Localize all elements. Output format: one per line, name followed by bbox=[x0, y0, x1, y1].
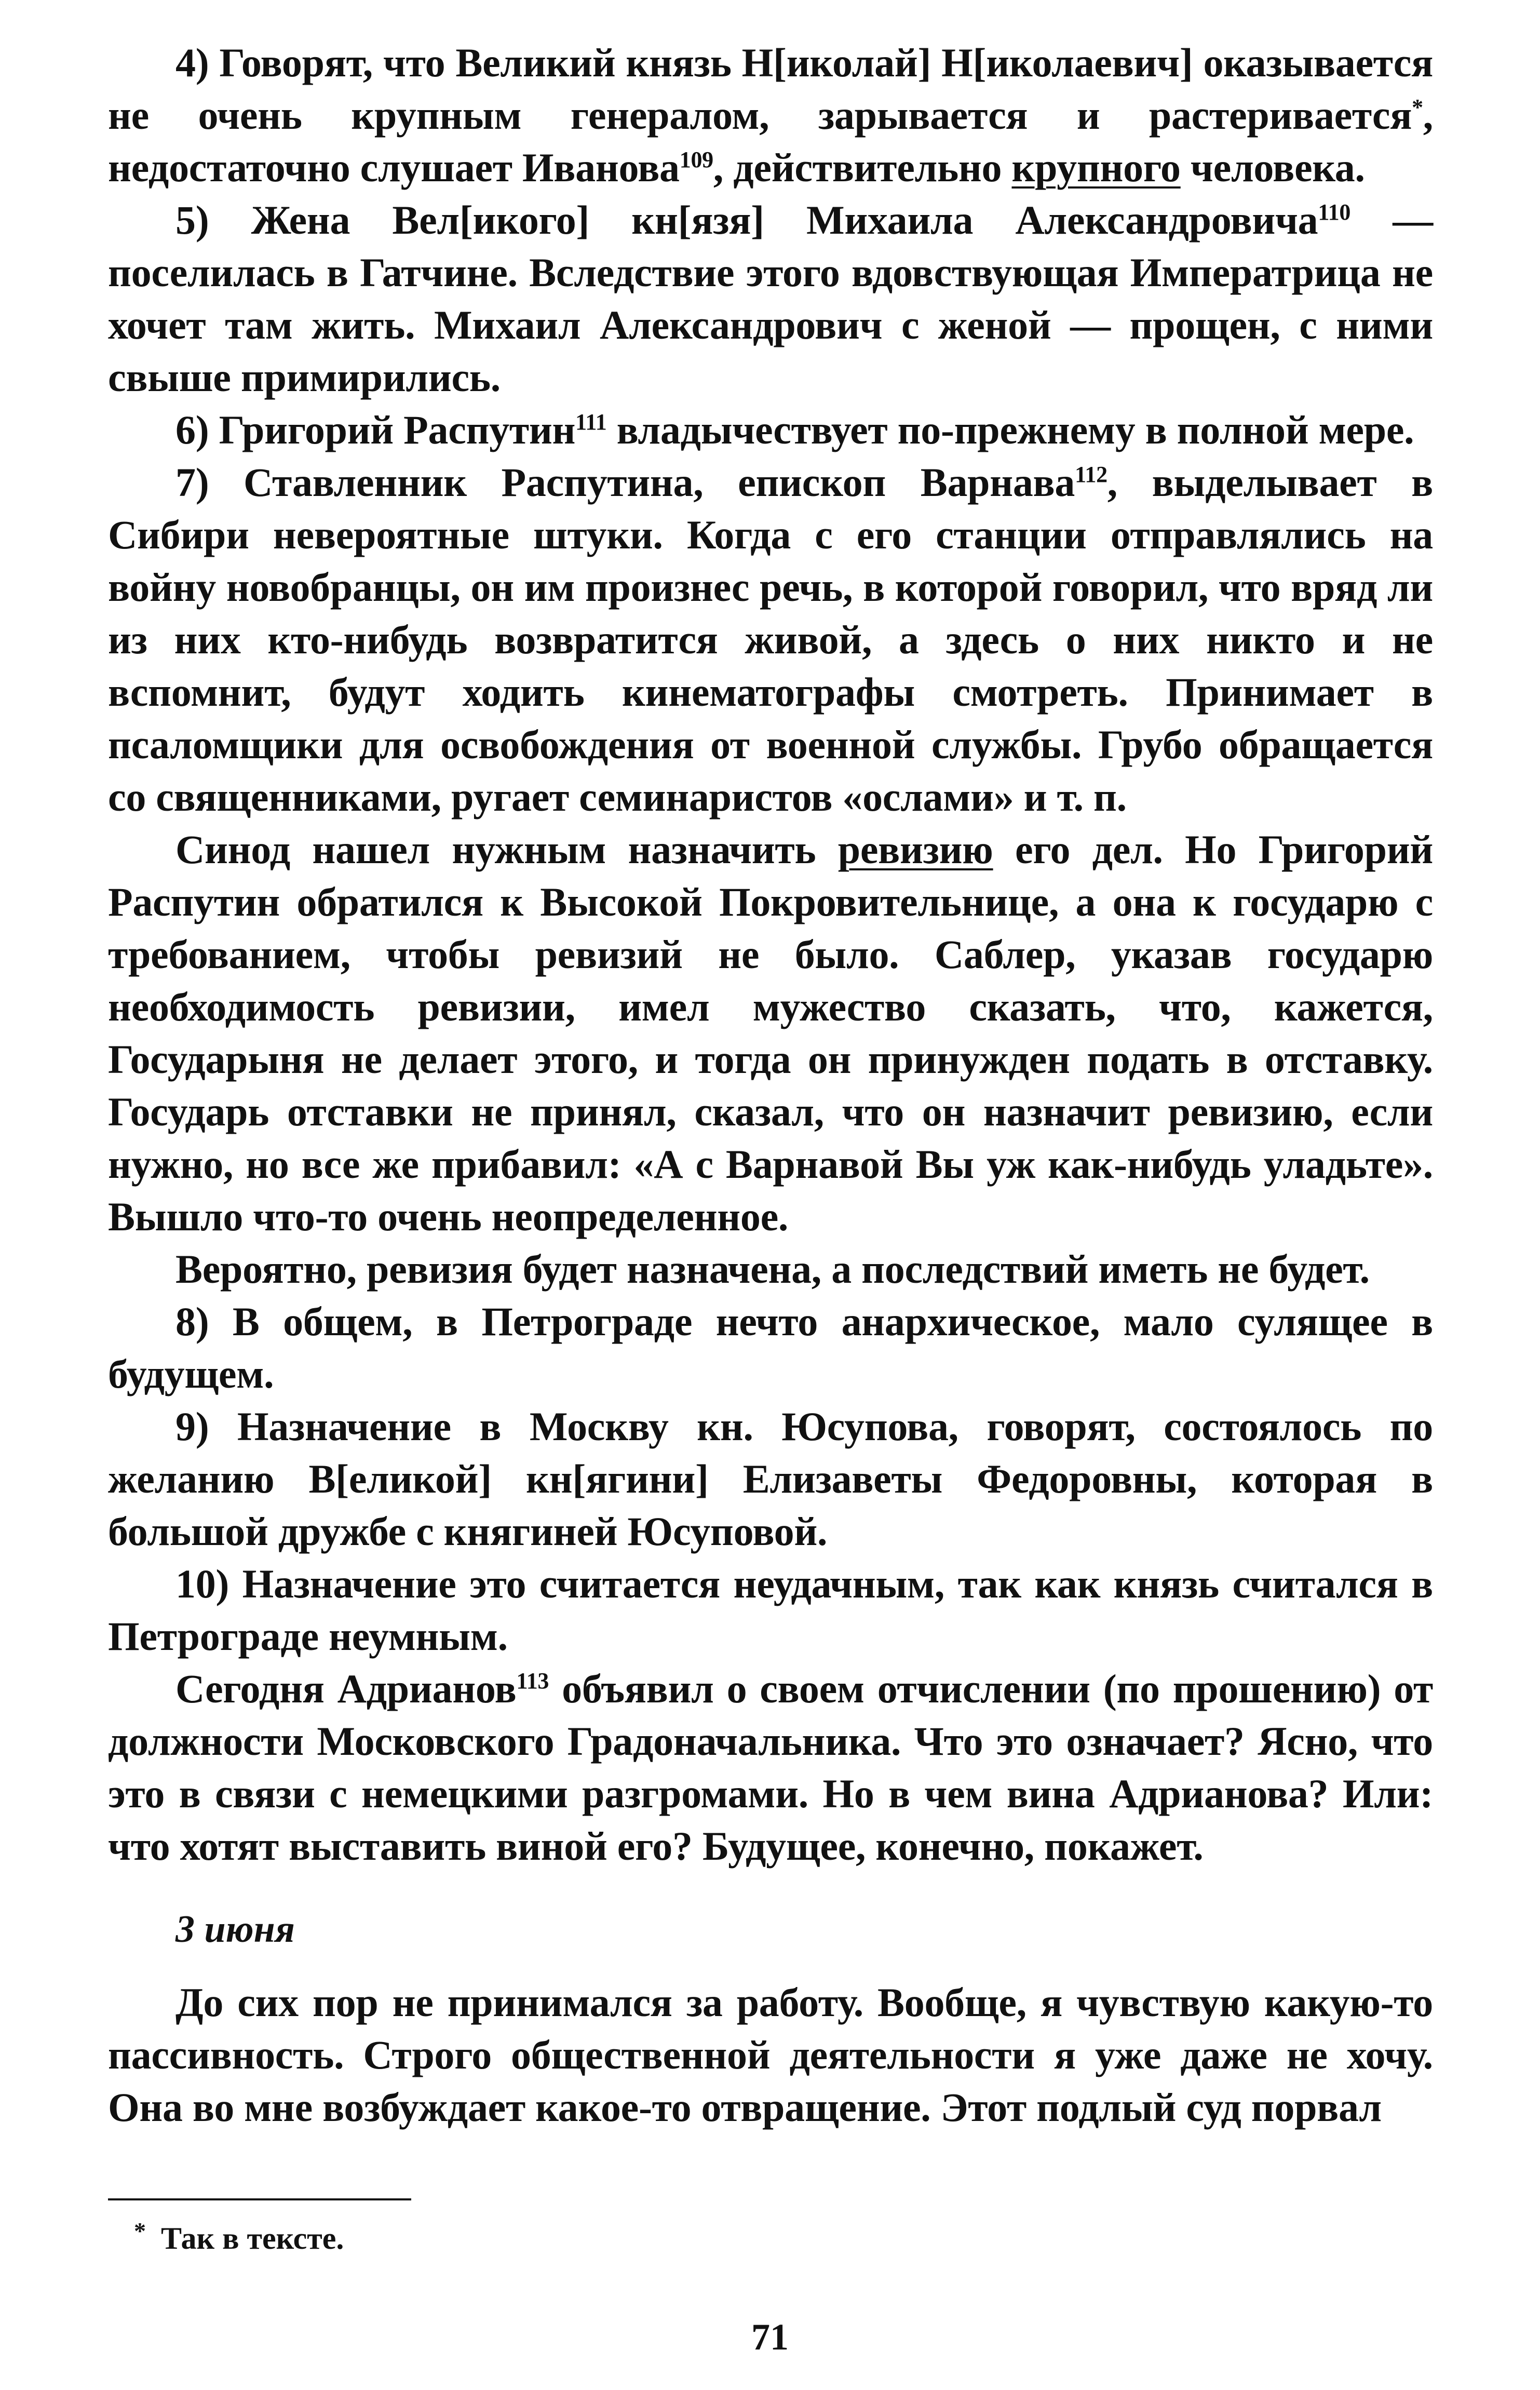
footnote bbox=[134, 2218, 344, 2259]
paragraph-p4 bbox=[108, 456, 1433, 823]
underlined-text: крупного bbox=[1011, 145, 1181, 190]
paragraph-p6 bbox=[108, 1243, 1433, 1295]
text-run: 9) Назначение в Москву кн. Юсупова, говорят, состоялось по желанию В[еликой] кн[ягини] Елизаветы Федоровны, которая в большой дружбе с княгиней Юсуповой. bbox=[108, 1404, 1433, 1554]
paragraph-p10 bbox=[108, 1662, 1433, 1872]
text-run: , недостаточно слушает Иванова bbox=[108, 92, 1433, 190]
text-run: владычествует по-прежнему в полной мере. bbox=[606, 407, 1414, 452]
text-run: 5) Жена Вел[икого] кн[язя] Михаила Александровича bbox=[175, 197, 1318, 243]
footnote-reference: 111 bbox=[575, 409, 607, 435]
text-run: Сегодня Адрианов bbox=[175, 1666, 517, 1711]
footnote-marker-ref: * bbox=[1412, 95, 1423, 120]
underlined-text: ревизию bbox=[837, 827, 993, 872]
paragraph-p1 bbox=[108, 36, 1433, 194]
paragraph-p8 bbox=[108, 1400, 1433, 1557]
footnote-marker: * bbox=[134, 2218, 146, 2244]
date-heading: 3 июня bbox=[175, 1908, 295, 1951]
paragraph-p5 bbox=[108, 823, 1433, 1243]
footnote-reference: 110 bbox=[1318, 199, 1351, 225]
paragraph-p2 bbox=[108, 194, 1433, 404]
footnote-reference: 112 bbox=[1075, 462, 1107, 487]
footnote-reference: 113 bbox=[516, 1668, 549, 1694]
text-run: — поселилась в Гатчине. Вследствие этого вдовствующая Императрица не хочет там жить. Михаил Александрович с женой — прощен, с ними свыше примирились. bbox=[108, 197, 1434, 400]
text-run: 6) Григорий Распутин bbox=[175, 407, 576, 452]
paragraphs-before-date bbox=[108, 36, 1433, 1872]
footnote-text: Так в тексте. bbox=[161, 2221, 344, 2255]
text-run: его дел. Но Григорий Распутин обратился к Высокой Покровительнице, а она к государю с требованием, чтобы ревизий не было. Саблер, указав государю необходимость ревизии, имел мужество сказать, что, кажется, Государыня не делает этого, и тогда он принужден подать в отставку. Государь отставки не принял, сказал, что он назначит ревизию, если нужно, но все же прибавил: «А с Варнавой Вы уж как-нибудь уладьте». Вышло что-то очень неопределенное. bbox=[108, 827, 1433, 1239]
text-run: До сих пор не принимался за работу. Вообще, я чувствую какую-то пассивность. Строго общественной деятельности я уже даже не хочу. Она во мне возбуждает какое-то отвращение. Этот подлый суд порвал bbox=[108, 1980, 1433, 2130]
text-run: объявил о своем отчислении (по прошению) от должности Московского Градоначальника. Что это означает? Ясно, что это в связи с немецкими разгромами. Но в чем вина Адрианова? Или: что хотят выставить виной его? Будущее, конечно, покажет. bbox=[108, 1666, 1433, 1869]
paragraph-p9 bbox=[108, 1557, 1433, 1662]
footnote-reference: 109 bbox=[679, 147, 713, 172]
page-number: 71 bbox=[751, 2316, 789, 2358]
text-run: человека. bbox=[1180, 145, 1365, 190]
paragraphs-after-date bbox=[108, 1976, 1433, 2133]
text-run: 8) В общем, в Петрограде нечто анархическое, мало сулящее в будущем. bbox=[108, 1299, 1433, 1397]
text-run: Синод нашел нужным назначить bbox=[175, 827, 838, 872]
text-run: Вероятно, ревизия будет назначена, а последствий иметь не будет. bbox=[175, 1246, 1370, 1292]
text-run: 10) Назначение это считается неудачным, так как князь считался в Петрограде неумным. bbox=[108, 1561, 1433, 1659]
text-run: , выделывает в Сибири невероятные штуки. Когда с его станции отправлялись на войну новобранцы, он им произнес речь, в которой говорил, что вряд ли из них кто-нибудь возвратится живой, а здесь о них никто и не вспомнит, будут ходить кинематографы смотреть. Принимает в псаломщики для освобождения от военной службы. Грубо обращается со священниками, ругает семинаристов «ослами» и т. п. bbox=[108, 460, 1433, 820]
text-run: , действительно bbox=[713, 145, 1012, 190]
paragraph-p7 bbox=[108, 1295, 1433, 1400]
paragraph-p11 bbox=[108, 1976, 1433, 2133]
text-run: 7) Ставленник Распутина, епископ Варнава bbox=[175, 460, 1075, 505]
footnote-divider bbox=[108, 2198, 411, 2200]
text-run: 4) Говорят, что Великий князь Н[иколай] Н[иколаевич] оказывается не очень крупным генералом, зарывается и растеривается bbox=[108, 40, 1433, 138]
paragraph-p3 bbox=[108, 404, 1433, 456]
main-text bbox=[108, 36, 1433, 2133]
